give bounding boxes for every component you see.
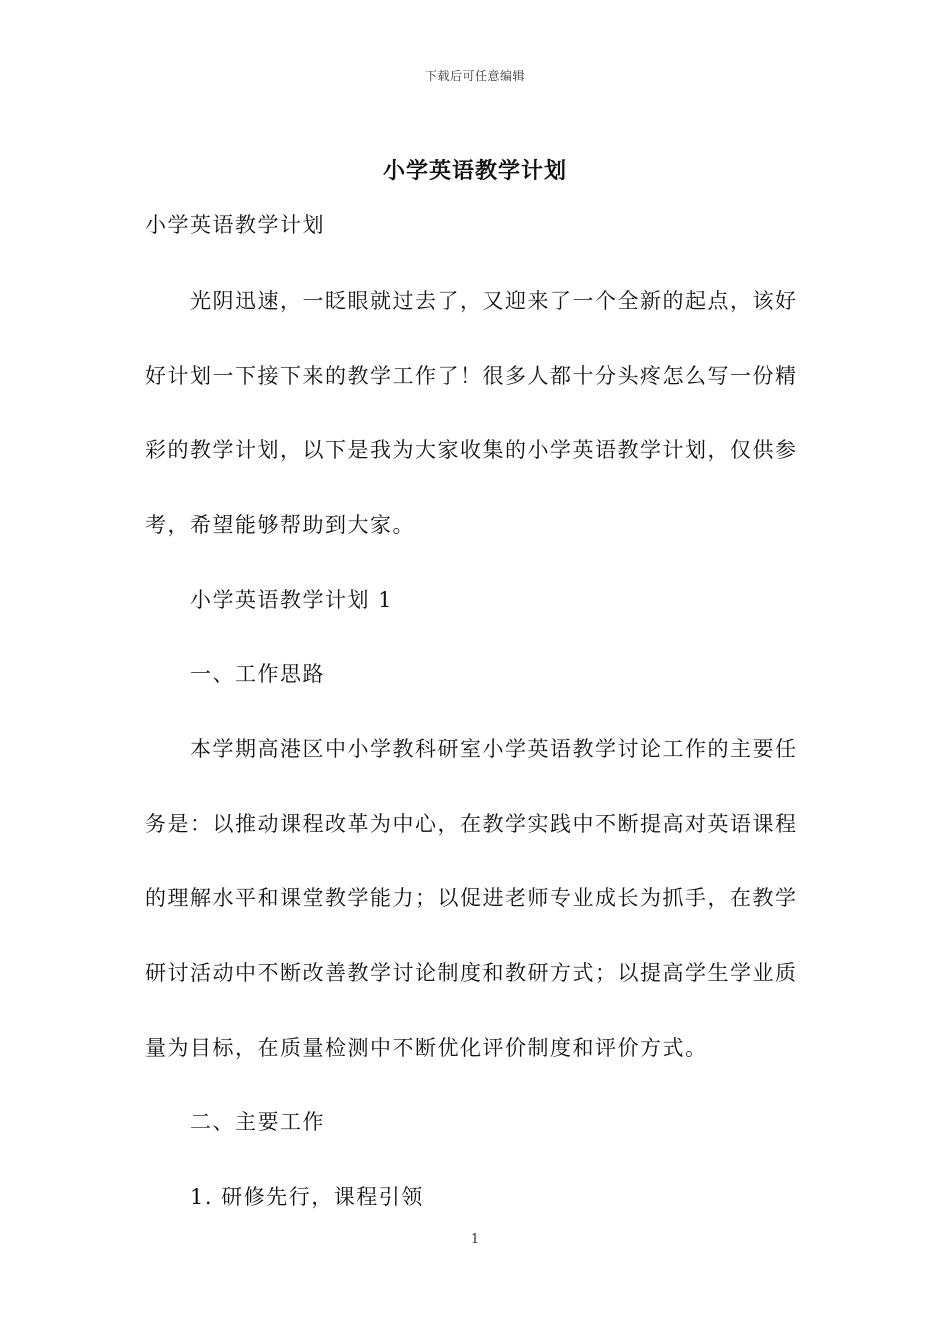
header-note: 下载后可任意编辑 (424, 69, 525, 83)
paragraph-line: 考，希望能够帮助到大家。 (145, 513, 415, 537)
paragraph-line: 研讨活动中不断改善教学讨论制度和教研方式；以提高学生学业质 (145, 961, 798, 985)
paragraph-line: 好计划一下接下来的教学工作了！很多人都十分头疼怎么写一份精 (145, 364, 798, 388)
section-heading: 一、工作思路 (190, 662, 325, 686)
paragraph-line: 量为目标，在质量检测中不断优化评价制度和评价方式。 (145, 1036, 708, 1060)
paragraph-line: 务是：以推动课程改革为中心，在教学实践中不断提高对英语课程 (145, 812, 798, 836)
paragraph-line: 光阴迅速，一眨眼就过去了，又迎来了一个全新的起点，该好 (190, 289, 798, 313)
paragraph-line: 彩的教学计划，以下是我为大家收集的小学英语教学计划，仅供参 (145, 438, 798, 462)
document-subtitle: 小学英语教学计划 (145, 213, 325, 237)
section-heading: 二、主要工作 (190, 1110, 325, 1134)
subsection-heading: 1. 研修先行，课程引领 (190, 1185, 424, 1209)
page-number: 1 (470, 1232, 480, 1247)
paragraph-line: 本学期高港区中小学教科研室小学英语教学讨论工作的主要任 (190, 737, 798, 761)
section-heading: 小学英语教学计划 1 (190, 588, 394, 612)
document-title: 小学英语教学计划 (382, 158, 567, 184)
paragraph-line: 的理解水平和课堂教学能力；以促进老师专业成长为抓手，在教学 (145, 886, 798, 910)
